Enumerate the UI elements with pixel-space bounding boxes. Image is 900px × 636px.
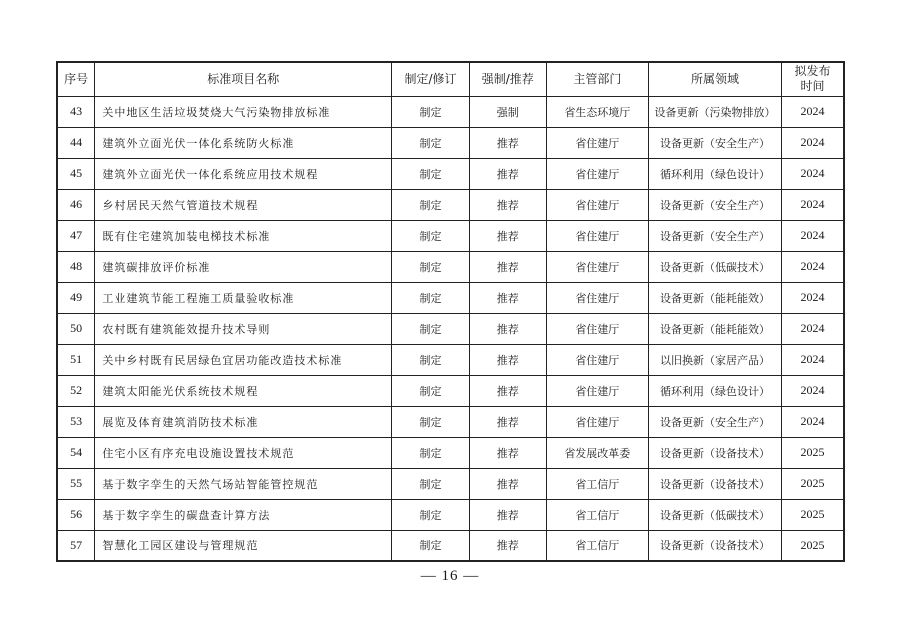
cell-mandatory: 推荐 bbox=[469, 127, 546, 158]
table-row bbox=[57, 313, 844, 344]
cell-field: 设备更新（低碳技术） bbox=[648, 499, 781, 530]
cell-type: 制定 bbox=[392, 96, 470, 127]
table-row bbox=[57, 468, 844, 499]
cell-name: 建筑碳排放评价标准 bbox=[95, 251, 392, 282]
table-row bbox=[57, 499, 844, 530]
table-row bbox=[57, 344, 844, 375]
cell-year: 2024 bbox=[782, 406, 844, 437]
cell-type: 制定 bbox=[392, 251, 470, 282]
cell-year: 2024 bbox=[782, 375, 844, 406]
cell-mandatory: 推荐 bbox=[469, 313, 546, 344]
table-header-row bbox=[57, 62, 844, 96]
cell-index: 45 bbox=[57, 158, 95, 189]
header-year-line1: 拟发布 bbox=[794, 64, 831, 79]
cell-dept: 省住建厅 bbox=[546, 406, 648, 437]
page-number: — 16 — bbox=[420, 568, 480, 584]
cell-index: 50 bbox=[57, 313, 95, 344]
cell-type: 制定 bbox=[392, 158, 470, 189]
cell-type: 制定 bbox=[392, 375, 470, 406]
cell-index: 44 bbox=[57, 127, 95, 158]
cell-dept: 省住建厅 bbox=[546, 220, 648, 251]
cell-name: 建筑外立面光伏一体化系统防火标准 bbox=[95, 127, 392, 158]
cell-dept: 省住建厅 bbox=[546, 251, 648, 282]
table-row bbox=[57, 375, 844, 406]
cell-mandatory: 推荐 bbox=[469, 282, 546, 313]
cell-dept: 省发展改革委 bbox=[546, 437, 648, 468]
cell-name: 工业建筑节能工程施工质量验收标准 bbox=[95, 282, 392, 313]
cell-mandatory: 推荐 bbox=[469, 437, 546, 468]
cell-name: 智慧化工园区建设与管理规范 bbox=[95, 530, 392, 561]
cell-mandatory: 推荐 bbox=[469, 468, 546, 499]
cell-mandatory: 推荐 bbox=[469, 158, 546, 189]
table-row bbox=[57, 96, 844, 127]
cell-index: 46 bbox=[57, 189, 95, 220]
cell-field: 设备更新（安全生产） bbox=[648, 189, 781, 220]
cell-type: 制定 bbox=[392, 220, 470, 251]
cell-dept: 省住建厅 bbox=[546, 282, 648, 313]
cell-dept: 省工信厅 bbox=[546, 530, 648, 561]
table-row bbox=[57, 127, 844, 158]
cell-mandatory: 推荐 bbox=[469, 499, 546, 530]
cell-dept: 省生态环境厅 bbox=[546, 96, 648, 127]
cell-type: 制定 bbox=[392, 282, 470, 313]
cell-name: 关中地区生活垃圾焚烧大气污染物排放标准 bbox=[95, 96, 392, 127]
cell-field: 设备更新（安全生产） bbox=[648, 220, 781, 251]
cell-mandatory: 推荐 bbox=[469, 375, 546, 406]
standards-table bbox=[56, 61, 845, 562]
cell-index: 47 bbox=[57, 220, 95, 251]
cell-mandatory: 强制 bbox=[469, 96, 546, 127]
cell-field: 设备更新（安全生产） bbox=[648, 127, 781, 158]
table-row bbox=[57, 220, 844, 251]
cell-name: 农村既有建筑能效提升技术导则 bbox=[95, 313, 392, 344]
cell-field: 设备更新（安全生产） bbox=[648, 406, 781, 437]
table-body bbox=[57, 96, 844, 561]
cell-field: 设备更新（设备技术） bbox=[648, 437, 781, 468]
cell-year: 2024 bbox=[782, 313, 844, 344]
cell-mandatory: 推荐 bbox=[469, 406, 546, 437]
cell-type: 制定 bbox=[392, 530, 470, 561]
cell-type: 制定 bbox=[392, 437, 470, 468]
cell-year: 2025 bbox=[782, 437, 844, 468]
cell-type: 制定 bbox=[392, 189, 470, 220]
cell-dept: 省工信厅 bbox=[546, 499, 648, 530]
cell-mandatory: 推荐 bbox=[469, 530, 546, 561]
cell-name: 展览及体育建筑消防技术标准 bbox=[95, 406, 392, 437]
table-row bbox=[57, 437, 844, 468]
cell-dept: 省住建厅 bbox=[546, 127, 648, 158]
cell-field: 以旧换新（家居产品） bbox=[648, 344, 781, 375]
table-row bbox=[57, 158, 844, 189]
cell-name: 建筑外立面光伏一体化系统应用技术规程 bbox=[95, 158, 392, 189]
cell-mandatory: 推荐 bbox=[469, 220, 546, 251]
cell-type: 制定 bbox=[392, 127, 470, 158]
cell-dept: 省住建厅 bbox=[546, 375, 648, 406]
cell-year: 2024 bbox=[782, 220, 844, 251]
cell-type: 制定 bbox=[392, 468, 470, 499]
cell-field: 设备更新（低碳技术） bbox=[648, 251, 781, 282]
cell-dept: 省住建厅 bbox=[546, 158, 648, 189]
cell-year: 2024 bbox=[782, 127, 844, 158]
cell-year: 2024 bbox=[782, 282, 844, 313]
cell-name: 基于数字孪生的天然气场站智能管控规范 bbox=[95, 468, 392, 499]
cell-index: 43 bbox=[57, 96, 95, 127]
cell-field: 设备更新（设备技术） bbox=[648, 530, 781, 561]
cell-type: 制定 bbox=[392, 499, 470, 530]
cell-name: 乡村居民天然气管道技术规程 bbox=[95, 189, 392, 220]
cell-year: 2024 bbox=[782, 96, 844, 127]
cell-year: 2024 bbox=[782, 158, 844, 189]
cell-field: 循环利用（绿色设计） bbox=[648, 375, 781, 406]
header-mandatory: 强制/推荐 bbox=[469, 62, 546, 96]
cell-field: 循环利用（绿色设计） bbox=[648, 158, 781, 189]
cell-field: 设备更新（能耗能效） bbox=[648, 313, 781, 344]
table-row bbox=[57, 189, 844, 220]
cell-index: 53 bbox=[57, 406, 95, 437]
cell-field: 设备更新（能耗能效） bbox=[648, 282, 781, 313]
cell-type: 制定 bbox=[392, 313, 470, 344]
cell-mandatory: 推荐 bbox=[469, 251, 546, 282]
cell-name: 既有住宅建筑加装电梯技术标准 bbox=[95, 220, 392, 251]
cell-field: 设备更新（污染物排放） bbox=[648, 96, 781, 127]
header-year bbox=[782, 62, 844, 96]
cell-index: 49 bbox=[57, 282, 95, 313]
cell-type: 制定 bbox=[392, 344, 470, 375]
cell-index: 52 bbox=[57, 375, 95, 406]
cell-name: 住宅小区有序充电设施设置技术规范 bbox=[95, 437, 392, 468]
cell-name: 建筑太阳能光伏系统技术规程 bbox=[95, 375, 392, 406]
header-type: 制定/修订 bbox=[392, 62, 470, 96]
cell-index: 55 bbox=[57, 468, 95, 499]
cell-year: 2024 bbox=[782, 344, 844, 375]
cell-name: 基于数字孪生的碳盘查计算方法 bbox=[95, 499, 392, 530]
cell-index: 54 bbox=[57, 437, 95, 468]
cell-type: 制定 bbox=[392, 406, 470, 437]
header-year-line2: 时间 bbox=[800, 79, 825, 94]
header-name: 标准项目名称 bbox=[95, 62, 392, 96]
cell-field: 设备更新（设备技术） bbox=[648, 468, 781, 499]
cell-dept: 省住建厅 bbox=[546, 344, 648, 375]
table-row bbox=[57, 530, 844, 561]
header-field: 所属领域 bbox=[648, 62, 781, 96]
cell-dept: 省住建厅 bbox=[546, 313, 648, 344]
cell-index: 56 bbox=[57, 499, 95, 530]
cell-mandatory: 推荐 bbox=[469, 189, 546, 220]
header-index: 序号 bbox=[57, 62, 95, 96]
cell-year: 2025 bbox=[782, 499, 844, 530]
header-dept: 主管部门 bbox=[546, 62, 648, 96]
cell-year: 2024 bbox=[782, 189, 844, 220]
cell-year: 2025 bbox=[782, 468, 844, 499]
cell-dept: 省工信厅 bbox=[546, 468, 648, 499]
cell-dept: 省住建厅 bbox=[546, 189, 648, 220]
cell-index: 57 bbox=[57, 530, 95, 561]
table-row bbox=[57, 251, 844, 282]
cell-year: 2024 bbox=[782, 251, 844, 282]
table-row bbox=[57, 282, 844, 313]
cell-index: 51 bbox=[57, 344, 95, 375]
cell-name: 关中乡村既有民居绿色宜居功能改造技术标准 bbox=[95, 344, 392, 375]
table-row bbox=[57, 406, 844, 437]
cell-year: 2025 bbox=[782, 530, 844, 561]
cell-index: 48 bbox=[57, 251, 95, 282]
cell-mandatory: 推荐 bbox=[469, 344, 546, 375]
